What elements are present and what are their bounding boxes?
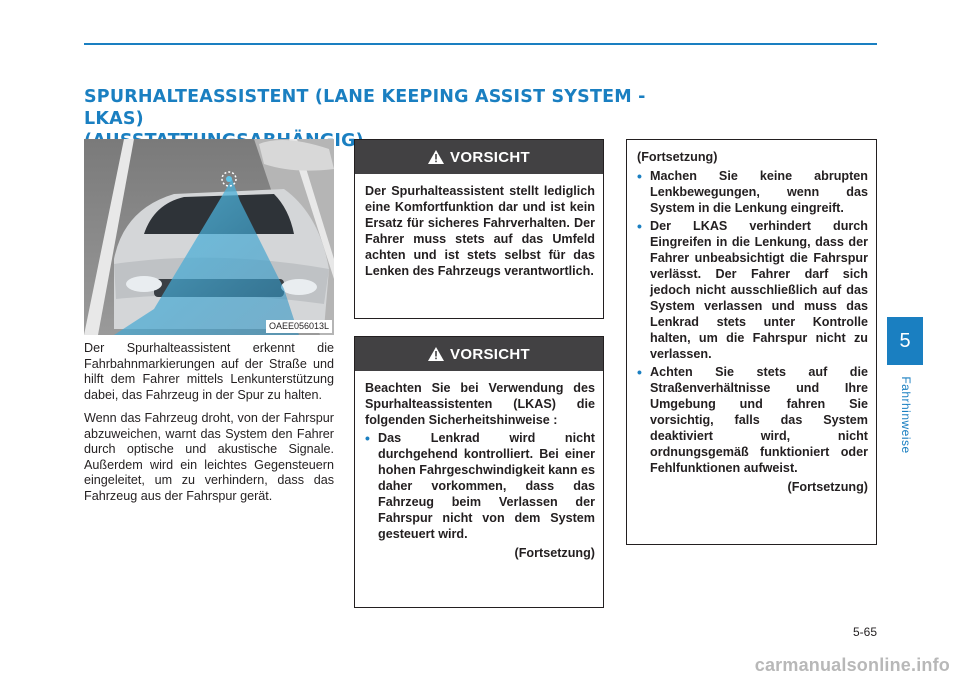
continued-label: (Fortsetzung) [787, 480, 868, 494]
caution-header [355, 140, 603, 174]
caution-box-2 [354, 336, 604, 608]
list-item: • Machen Sie keine abrupten Lenkbewegungen, wenn das System in die Lenkung eingreift. [637, 168, 868, 216]
body-paragraph-1: Der Spurhalteassistent erkennt die Fahrbahnmarkierungen auf der Straße und hilft dem Fahrer mittels Lenkunterstützung dabei, das Fahrzeug in der Spur zu halten. [84, 341, 334, 402]
page-number: 5-65 [852, 625, 877, 639]
car-lane-camera-image [84, 139, 334, 335]
chapter-tab [887, 317, 923, 365]
body-paragraph-2: Wenn das Fahrzeug droht, von der Fahrspur abzuweichen, warnt das System den Fahrer durch optische und akustische Signale. Außerdem wird ein leichtes Gegensteuern eingeleitet, um zu verhindern, dass das Fahrzeug aus der Fahrspur gerät. [84, 411, 334, 503]
lkas-illustration [84, 139, 334, 335]
watermark: carmanualsonline.info [754, 655, 950, 675]
caution-list [365, 430, 595, 542]
caution-intro: Beachten Sie bei Verwendung des Spurhalteassistenten (LKAS) die folgenden Sicherheitshinweise : [365, 381, 595, 427]
caution-list [637, 168, 868, 476]
caution-box-1 [354, 139, 604, 319]
list-item: • Achten Sie stets auf die Straßenverhältnisse und Ihre Umgebung und fahren Sie vorsichtig, falls das System deaktiviert wird, nicht ordnungsgemäß funktioniert oder Fehlfunktionen aufweist. [637, 364, 868, 476]
caution-body [355, 174, 603, 289]
continued-label: (Fortsetzung) [514, 546, 595, 560]
caution-heading: VORSICHT [450, 148, 530, 166]
caution-text: Der Spurhalteassistent stellt lediglich eine Komfortfunktion dar und ist kein Ersatz für sicheres Fahrverhalten. Der Fahrer muss stets auf das Umfeld achten und ist stets selbst für das Lenken des Fahrzeugs verantwortlich. [365, 184, 595, 278]
caution-header [355, 337, 603, 371]
caution-box-3 [626, 139, 877, 545]
list-item: • Das Lenkrad wird nicht durchgehend kontrolliert. Bei einer hohen Fahrgeschwindigkeit kann es daher vorkommen, dass das Fahrzeug beim Verlassen der Fahrspur nicht von dem System gesteuert wird. [365, 430, 595, 542]
image-code: OAEE056013L [266, 320, 332, 333]
section-title-line1: SPURHALTEASSISTENT (LANE KEEPING ASSIST SYSTEM - LKAS) [84, 87, 646, 129]
caution-intro: (Fortsetzung) [637, 150, 718, 164]
chapter-number: 5 [899, 329, 911, 352]
chapter-label-text: Fahrhinweise [899, 376, 913, 454]
top-rule [84, 43, 877, 45]
warning-triangle-icon [428, 347, 444, 361]
body-text [84, 341, 334, 512]
warning-triangle-icon [428, 150, 444, 164]
caution-heading: VORSICHT [450, 345, 530, 363]
list-item: • Der LKAS verhindert durch Eingreifen in die Lenkung, dass der Fahrer unbeabsichtigt die Fahrspur verlässt. Der Fahrer darf sich jedoch nicht ausschließlich auf das System verlassen und muss das Lenkrad stets unter Kontrolle halten, um die Fahrspur nicht zu verlassen. [637, 218, 868, 362]
chapter-label [897, 370, 915, 460]
caution-body [355, 371, 603, 571]
